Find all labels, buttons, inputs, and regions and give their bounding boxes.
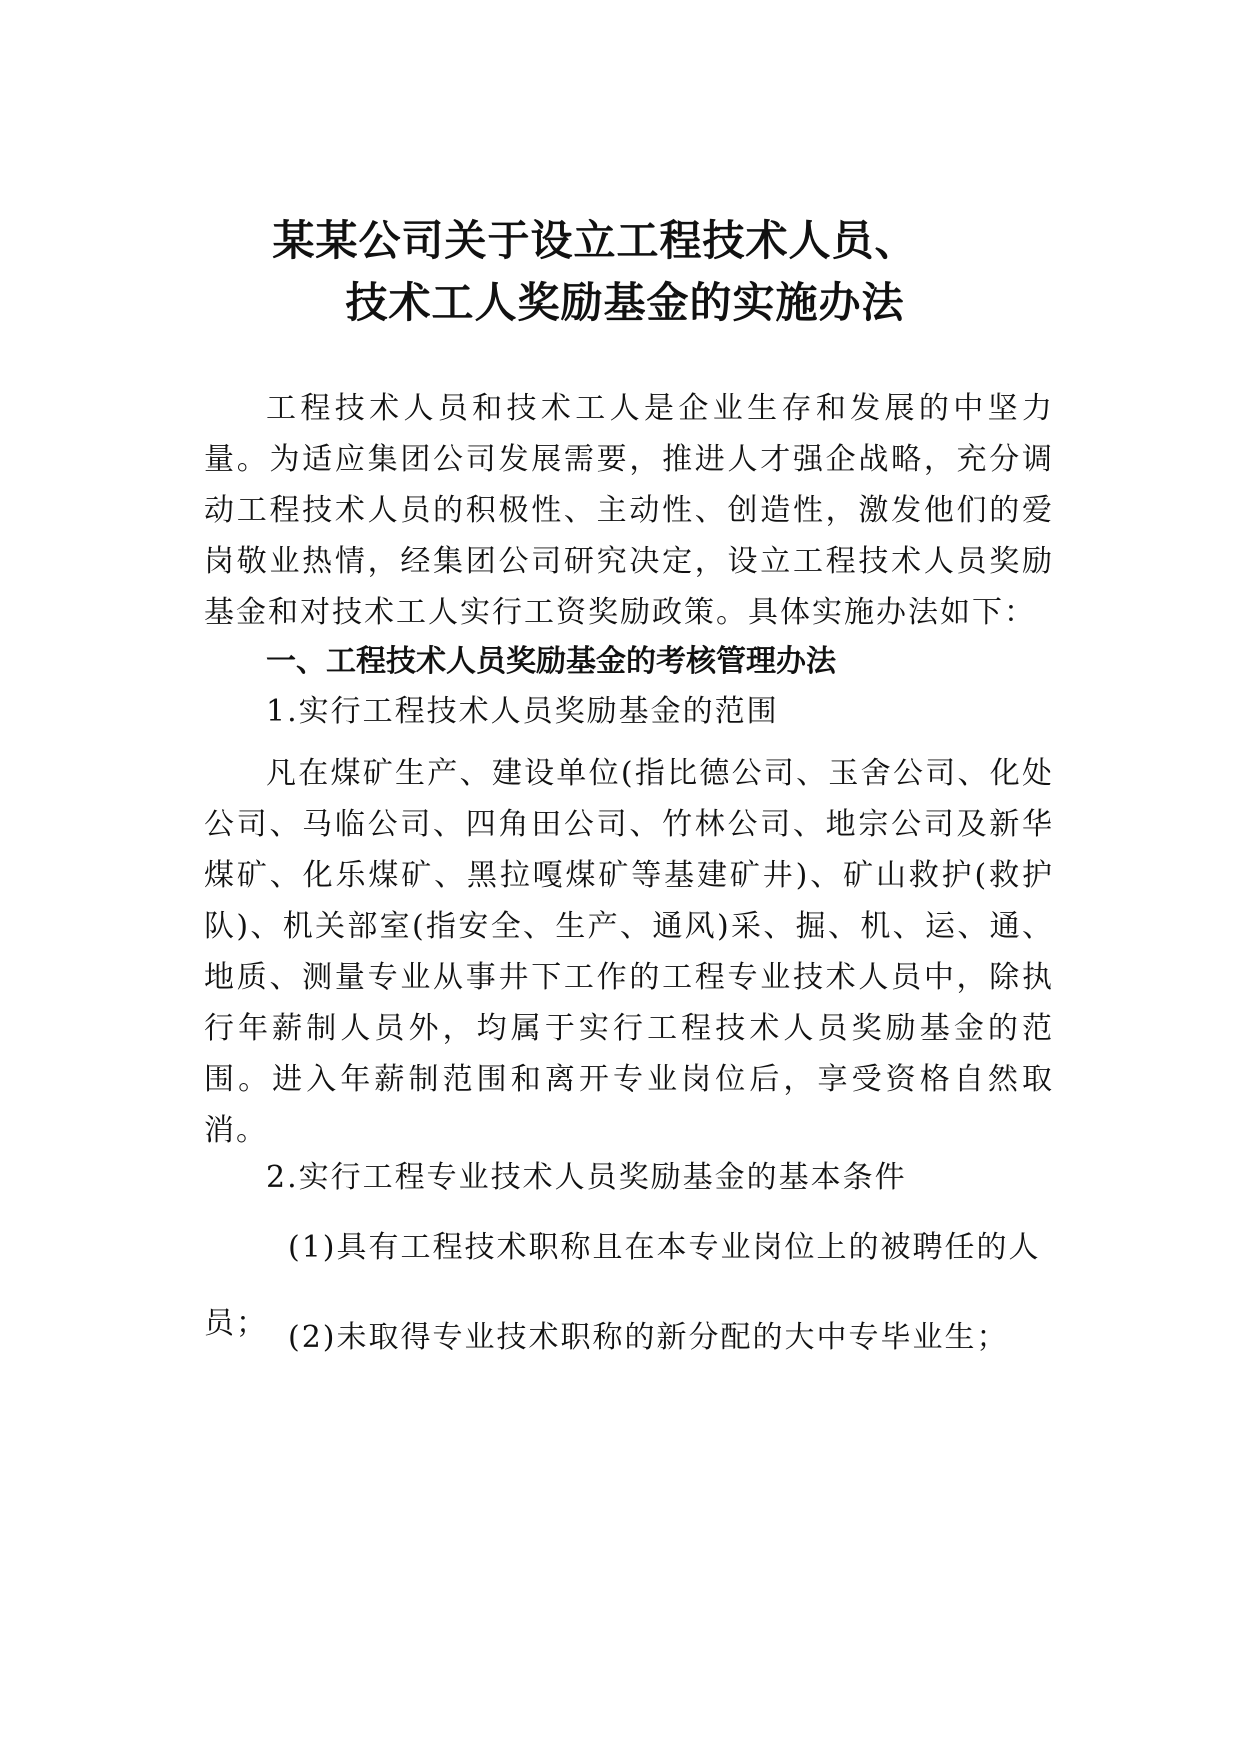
section-1-heading: 一、工程技术人员奖励基金的考核管理办法 (266, 644, 836, 679)
condition-1: (1)具有工程技术职称且在本专业岗位上的被聘任的人员； (204, 1230, 1041, 1341)
intro-paragraph: 工程技术人员和技术工人是企业生存和发展的中坚力量。为适应集团公司发展需要，推进人才强企战略，充分调动工程技术人员的积极性、主动性、创造性，激发他们的爱岗敬业热情，经集团公司研究决定，设立工程技术人员奖励基金和对技术工人实行工资奖励政策。具体实施办法如下： (204, 391, 1054, 630)
subsection-2-title: 2.实行工程专业技术人员奖励基金的基本条件 (266, 1160, 907, 1195)
subsection-1-title: 1.实行工程技术人员奖励基金的范围 (266, 694, 779, 729)
document-title (0, 210, 1240, 334)
document-title-line-2: 技术工人奖励基金的实施办法 (345, 278, 905, 327)
condition-2: (2)未取得专业技术职称的新分配的大中专毕业生； (288, 1320, 1009, 1355)
scope-paragraph: 凡在煤矿生产、建设单位(指比德公司、玉舍公司、化处公司、马临公司、四角田公司、竹林公司、地宗公司及新华煤矿、化乐煤矿、黑拉嘎煤矿等基建矿井)、矿山救护(救护队)、机关部室(指安全、生产、通风)采、掘、机、运、通、地质、测量专业从事井下工作的工程专业技术人员中，除执行年薪制人员外，均属于实行工程技术人员奖励基金的范围。进入年薪制范围和离开专业岗位后，享受资格自然取消。 (204, 756, 1054, 1148)
document-title-line-1: 某某公司关于设立工程技术人员、 (272, 216, 918, 265)
